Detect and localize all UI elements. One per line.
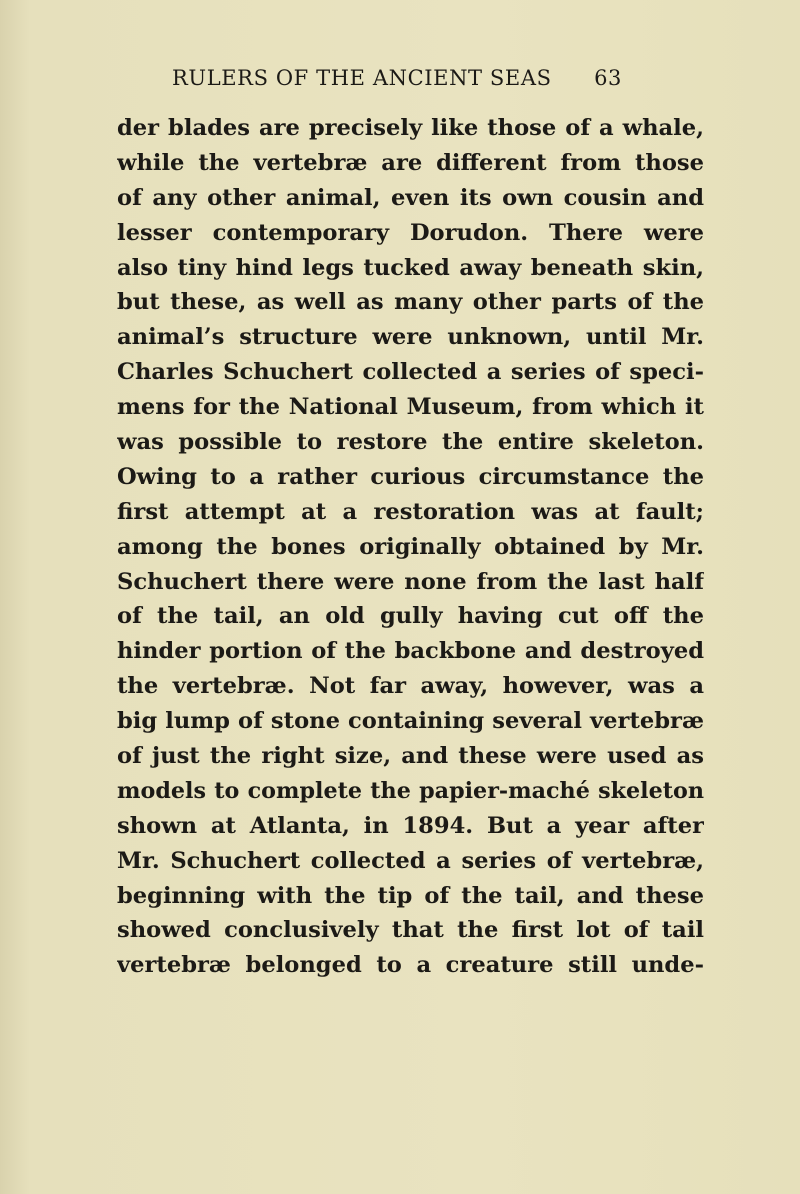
text-line: Owing to a rather curious circumstance the [117,463,704,490]
text-line: hinder portion of the backbone and destroyed [117,638,704,665]
page-header [172,66,622,96]
text-line: models to complete the papier-maché skeleton [117,777,704,804]
text-line: the vertebræ. Not far away, however, was a [117,673,704,700]
text-line: Charles Schuchert collected a series of speci- [117,359,704,386]
page-number: 63 [594,66,622,90]
text-line: beginning with the tip of the tail, and these [117,882,704,909]
text-line: of any other animal, even its own cousin and [117,184,704,211]
text-line: vertebræ belonged to a creature still unde- [117,952,704,979]
text-line: also tiny hind legs tucked away beneath skin, [117,254,704,281]
text-line: showed conclusively that the first lot of tail [117,917,704,944]
text-line: of just the right size, and these were used as [117,743,704,770]
text-line: of the tail, an old gully having cut off the [117,603,704,630]
text-line: was possible to restore the entire skeleton. [117,429,704,456]
text-line: Mr. Schuchert collected a series of vertebræ, [117,847,704,874]
text-line: big lump of stone containing several vertebræ [117,708,704,735]
running-head: RULERS OF THE ANCIENT SEAS [172,66,552,90]
text-line: while the vertebræ are different from those [117,149,704,176]
body-text [117,111,704,983]
text-line: shown at Atlanta, in 1894. But a year after [117,812,704,839]
text-line: lesser contemporary Dorudon. There were [117,219,704,246]
text-line: but these, as well as many other parts of the [117,289,704,316]
text-line: Schuchert there were none from the last half [117,568,704,595]
text-line: mens for the National Museum, from which it [117,394,704,421]
text-line: der blades are precisely like those of a whale, [117,115,704,141]
text-line: animal’s structure were unknown, until Mr. [117,324,704,351]
text-line: among the bones originally obtained by Mr. [117,533,704,560]
text-line: first attempt at a restoration was at fault; [117,498,704,525]
